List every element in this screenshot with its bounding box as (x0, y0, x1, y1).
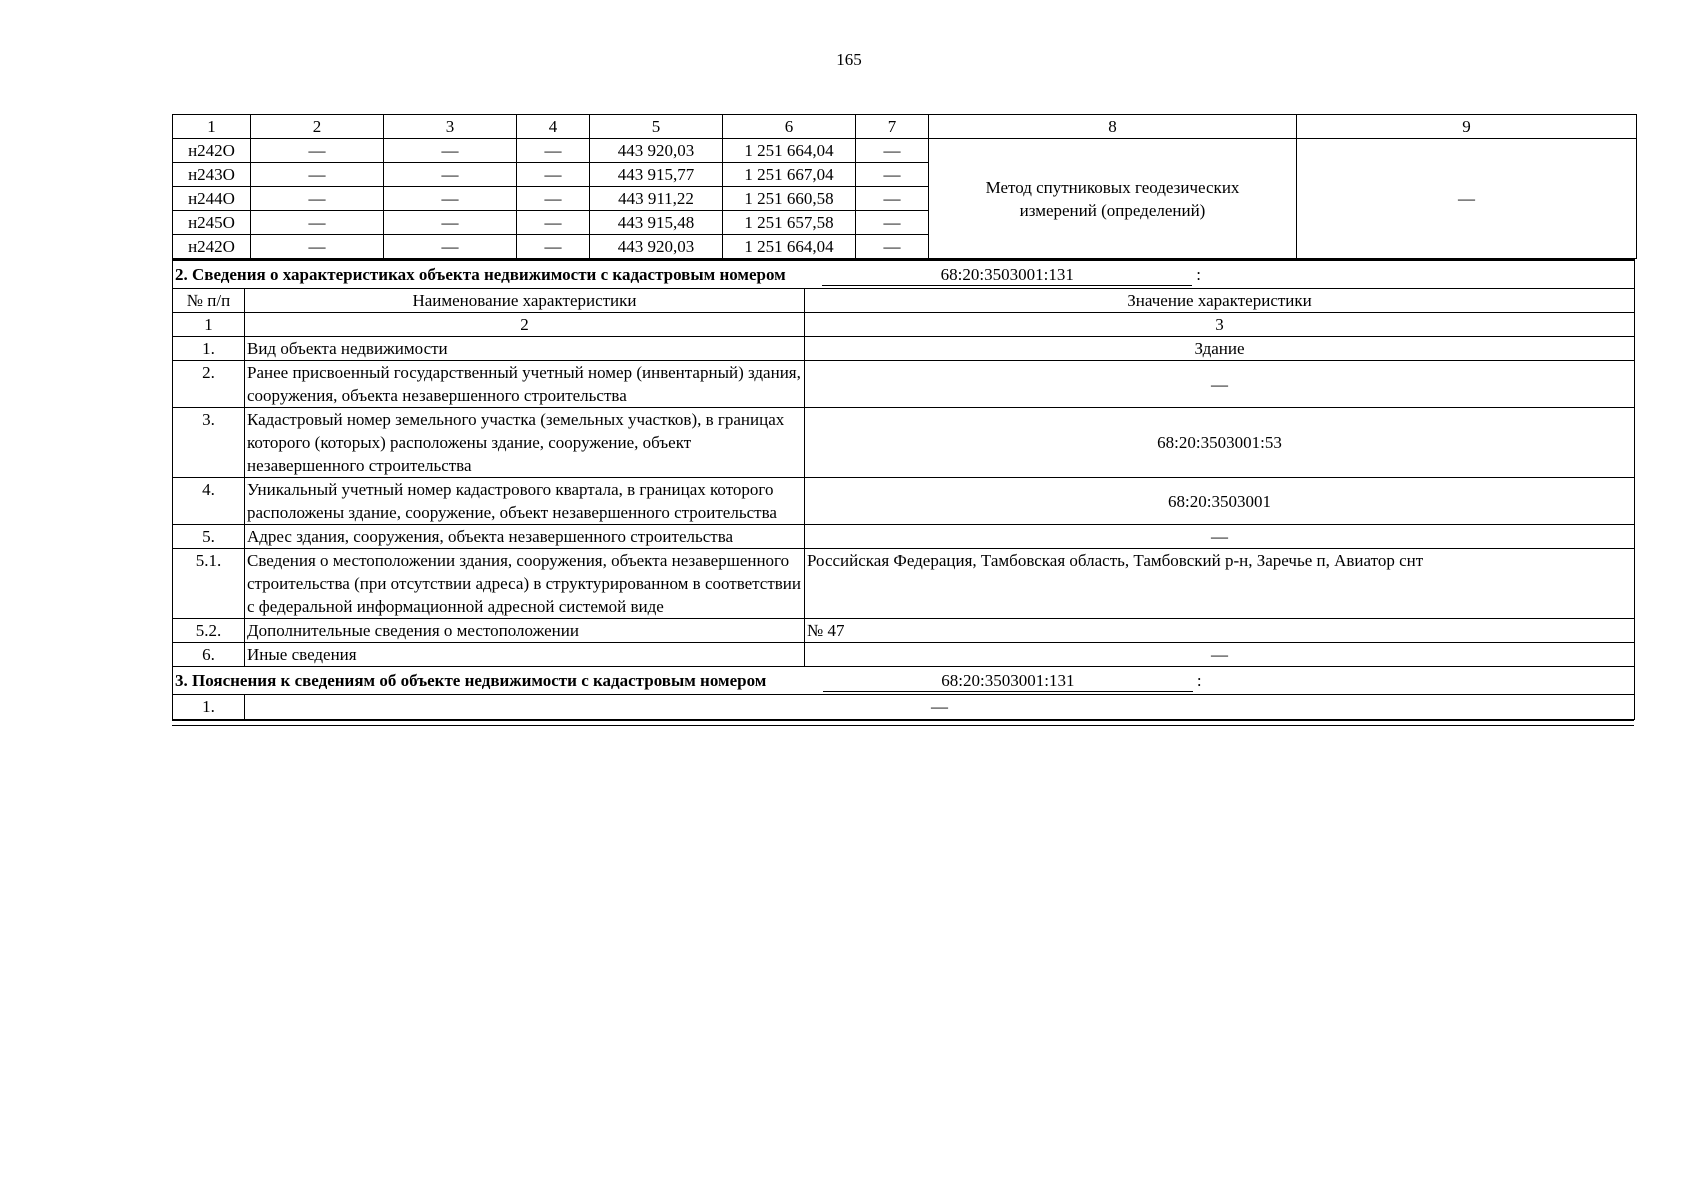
row-num: 5.1. (173, 549, 245, 619)
header-name: Наименование характеристики (245, 289, 805, 313)
point-name: н243О (173, 163, 251, 187)
cell: — (251, 187, 384, 211)
point-name: н245О (173, 211, 251, 235)
row-name: Уникальный учетный номер кадастрового квартала, в границах которого расположены здание, сооружение, объект незавершенного строительства (245, 478, 805, 525)
cell: — (384, 211, 517, 235)
coord-header-row (173, 115, 1637, 139)
cell: — (517, 163, 590, 187)
row-name: Сведения о местоположении здания, сооружения, объекта незавершенного строительства (при отсутствии адреса) в структурированном в соответствии с федеральной информационной адресной системой виде (245, 549, 805, 619)
row-num: 5.2. (173, 619, 245, 643)
point-name: н244О (173, 187, 251, 211)
row-value: Российская Федерация, Тамбовская область, Тамбовский р-н, Заречье п, Авиатор снт (805, 549, 1635, 619)
coordinates-table (172, 114, 1637, 259)
coord-x: 443 920,03 (590, 139, 723, 163)
cell: — (856, 163, 929, 187)
table-row (173, 525, 1635, 549)
cell: — (251, 163, 384, 187)
cell: — (517, 139, 590, 163)
table-row (173, 619, 1635, 643)
row-value: — (805, 525, 1635, 549)
cell: — (517, 211, 590, 235)
table-row (173, 408, 1635, 478)
table-row (173, 361, 1635, 408)
coord-y: 1 251 667,04 (723, 163, 856, 187)
table-row (173, 478, 1635, 525)
index-value: 3 (805, 313, 1635, 337)
header-cell: 5 (590, 115, 723, 139)
point-name: н242О (173, 139, 251, 163)
row-num: 1. (173, 695, 245, 720)
cell: — (251, 235, 384, 259)
row-value: 68:20:3503001 (805, 478, 1635, 525)
col9-cell: — (1297, 139, 1637, 259)
coord-y: 1 251 664,04 (723, 139, 856, 163)
header-cell: 1 (173, 115, 251, 139)
coord-y: 1 251 660,58 (723, 187, 856, 211)
section3-cadastral-number: 68:20:3503001:131 (823, 671, 1193, 692)
header-cell: 2 (251, 115, 384, 139)
row-name: Вид объекта недвижимости (245, 337, 805, 361)
row-value: 68:20:3503001:53 (805, 408, 1635, 478)
table-row (173, 549, 1635, 619)
document-sheet (172, 114, 1634, 726)
row-value: — (805, 361, 1635, 408)
coord-x: 443 915,77 (590, 163, 723, 187)
header-cell: 9 (1297, 115, 1637, 139)
row-value: № 47 (805, 619, 1635, 643)
section3-title: 3. Пояснения к сведениям об объекте недвижимости с кадастровым номером (175, 671, 767, 690)
index-num: 1 (173, 313, 245, 337)
cell: — (384, 163, 517, 187)
row-name: Ранее присвоенный государственный учетный номер (инвентарный) здания, сооружения, объекта незавершенного строительства (245, 361, 805, 408)
header-cell: 8 (929, 115, 1297, 139)
header-cell: 6 (723, 115, 856, 139)
section3-title-row (173, 667, 1635, 695)
cell: — (856, 235, 929, 259)
characteristics-table (172, 259, 1635, 720)
cell: — (384, 139, 517, 163)
row-num: 5. (173, 525, 245, 549)
table-row (173, 643, 1635, 667)
page-number: 165 (836, 50, 862, 69)
row-num: 2. (173, 361, 245, 408)
section2-title-row (173, 260, 1635, 289)
header-cell: 7 (856, 115, 929, 139)
section2-title: 2. Сведения о характеристиках объекта недвижимости с кадастровым номером (175, 265, 786, 284)
characteristics-index-row (173, 313, 1635, 337)
table-bottom-rule (172, 720, 1634, 726)
row-name: Дополнительные сведения о местоположении (245, 619, 805, 643)
row-num: 3. (173, 408, 245, 478)
cell: — (251, 139, 384, 163)
row-num: 6. (173, 643, 245, 667)
header-num: № п/п (173, 289, 245, 313)
characteristics-header-row (173, 289, 1635, 313)
row-name: Иные сведения (245, 643, 805, 667)
header-value: Значение характеристики (805, 289, 1635, 313)
table-row (173, 695, 1635, 720)
section3-colon: : (1196, 671, 1202, 690)
header-cell: 4 (517, 115, 590, 139)
coord-x: 443 920,03 (590, 235, 723, 259)
row-value: — (245, 695, 1635, 720)
row-value: — (805, 643, 1635, 667)
coord-x: 443 915,48 (590, 211, 723, 235)
cell: — (384, 187, 517, 211)
cell: — (251, 211, 384, 235)
section2-colon: : (1196, 265, 1201, 284)
table-row (173, 139, 1637, 163)
cell: — (856, 211, 929, 235)
method-cell: Метод спутниковых геодезических измерений (определений) (929, 139, 1297, 259)
row-name: Адрес здания, сооружения, объекта незавершенного строительства (245, 525, 805, 549)
header-cell: 3 (384, 115, 517, 139)
index-name: 2 (245, 313, 805, 337)
cell: — (517, 187, 590, 211)
point-name: н242О (173, 235, 251, 259)
row-num: 4. (173, 478, 245, 525)
row-num: 1. (173, 337, 245, 361)
coord-y: 1 251 657,58 (723, 211, 856, 235)
coord-y: 1 251 664,04 (723, 235, 856, 259)
cell: — (517, 235, 590, 259)
coord-x: 443 911,22 (590, 187, 723, 211)
table-row (173, 337, 1635, 361)
row-value: Здание (805, 337, 1635, 361)
row-name: Кадастровый номер земельного участка (земельных участков), в границах которого (которых) расположены здание, сооружение, объект незавершенного строительства (245, 408, 805, 478)
cell: — (856, 139, 929, 163)
section2-cadastral-number: 68:20:3503001:131 (822, 265, 1192, 286)
cell: — (856, 187, 929, 211)
cell: — (384, 235, 517, 259)
